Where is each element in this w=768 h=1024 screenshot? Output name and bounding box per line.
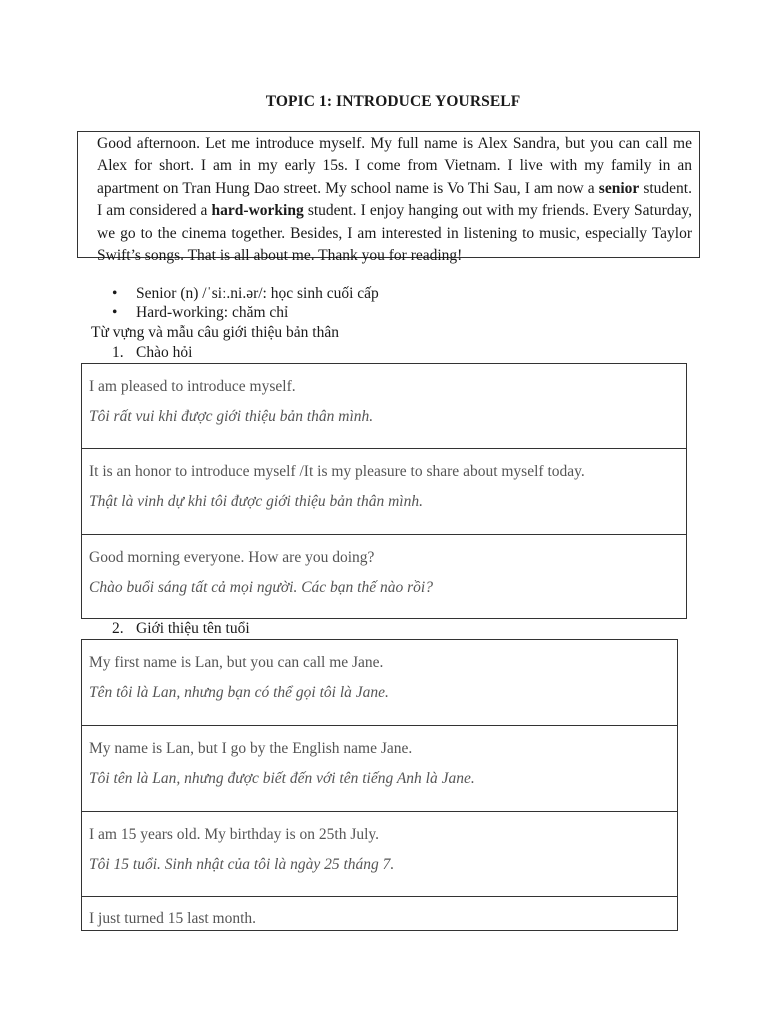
phrase-vietnamese: Tôi tên là Lan, nhưng được biết đến với tên tiếng Anh là Jane. [89,770,475,787]
phrase-english: It is an honor to introduce myself /It is my pleasure to share about myself today. [89,463,585,480]
section-title: Chào hỏi [136,344,193,361]
phrase-vietnamese: Thật là vinh dự khi tôi được giới thiệu bản thân mình. [89,493,423,510]
phrase-english: I am pleased to introduce myself. [89,378,296,395]
phrase-row [82,896,677,930]
section-heading: Từ vựng và mẫu câu giới thiệu bản thân [91,324,339,341]
intro-bold-hard-working: hard-working [211,202,304,220]
vocab-list [112,284,379,322]
intro-text-3: student. I enjoy hanging out with my friends. Every Saturday, we go to the cinema together. Besides, I am interested in listening to music, especially Taylor Swift’s songs. That is all about me. Thank you for reading! [97,202,693,265]
section-title: Giới thiệu tên tuổi [136,620,250,637]
phrase-english: I am 15 years old. My birthday is on 25th July. [89,826,380,843]
bullet-icon: • [112,285,118,302]
page-title: TOPIC 1: INTRODUCE YOURSELF [265,93,521,110]
phrase-vietnamese: Tôi 15 tuổi. Sinh nhật của tôi là ngày 25 tháng 7. [89,856,395,873]
intro-bold-senior: senior [598,179,640,197]
phrase-row [82,364,686,448]
vocab-text: Hard-working: chăm chỉ [136,304,289,321]
vocab-item [112,284,379,303]
intro-text-1: Good afternoon. Let me introduce myself. My full name is Alex Sandra, but you can call me Alex for short. I am in my early 15s. I come from Vietnam. I live with my family in an apartment on Tran Hung Dao street. My school name is Vo Thi Sau, I am now a [97,135,692,197]
vocab-text: Senior (n) /ˈsiː.ni.ər/: học sinh cuối cấp [136,285,379,302]
vocab-item [112,303,379,322]
section-number: 1. [112,344,124,361]
phrase-row [82,534,686,618]
phrase-vietnamese: Tên tôi là Lan, nhưng bạn có thể gọi tôi là Jane. [89,684,389,701]
section-number: 2. [112,620,124,637]
intro-text-2: student. I am considered a [97,179,692,220]
section-2-heading [112,620,250,638]
phrase-row [82,640,677,725]
phrase-row [82,725,677,811]
phrase-english: My name is Lan, but I go by the English name Jane. [89,740,413,757]
phrase-english: My first name is Lan, but you can call me Jane. [89,654,384,671]
phrase-row [82,448,686,534]
phrase-vietnamese: Chào buổi sáng tất cả mọi người. Các bạn thế nào rồi? [89,579,433,596]
phrase-table-name-age [81,639,678,931]
phrase-vietnamese: Tôi rất vui khi được giới thiệu bản thân mình. [89,408,374,425]
section-1-heading [112,344,192,362]
intro-paragraph-box [77,131,700,265]
bullet-icon: • [112,304,118,321]
phrase-row [82,811,677,896]
phrase-english: Good morning everyone. How are you doing? [89,549,375,566]
phrase-english: I just turned 15 last month. [89,910,257,927]
phrase-table-greetings [81,363,687,619]
